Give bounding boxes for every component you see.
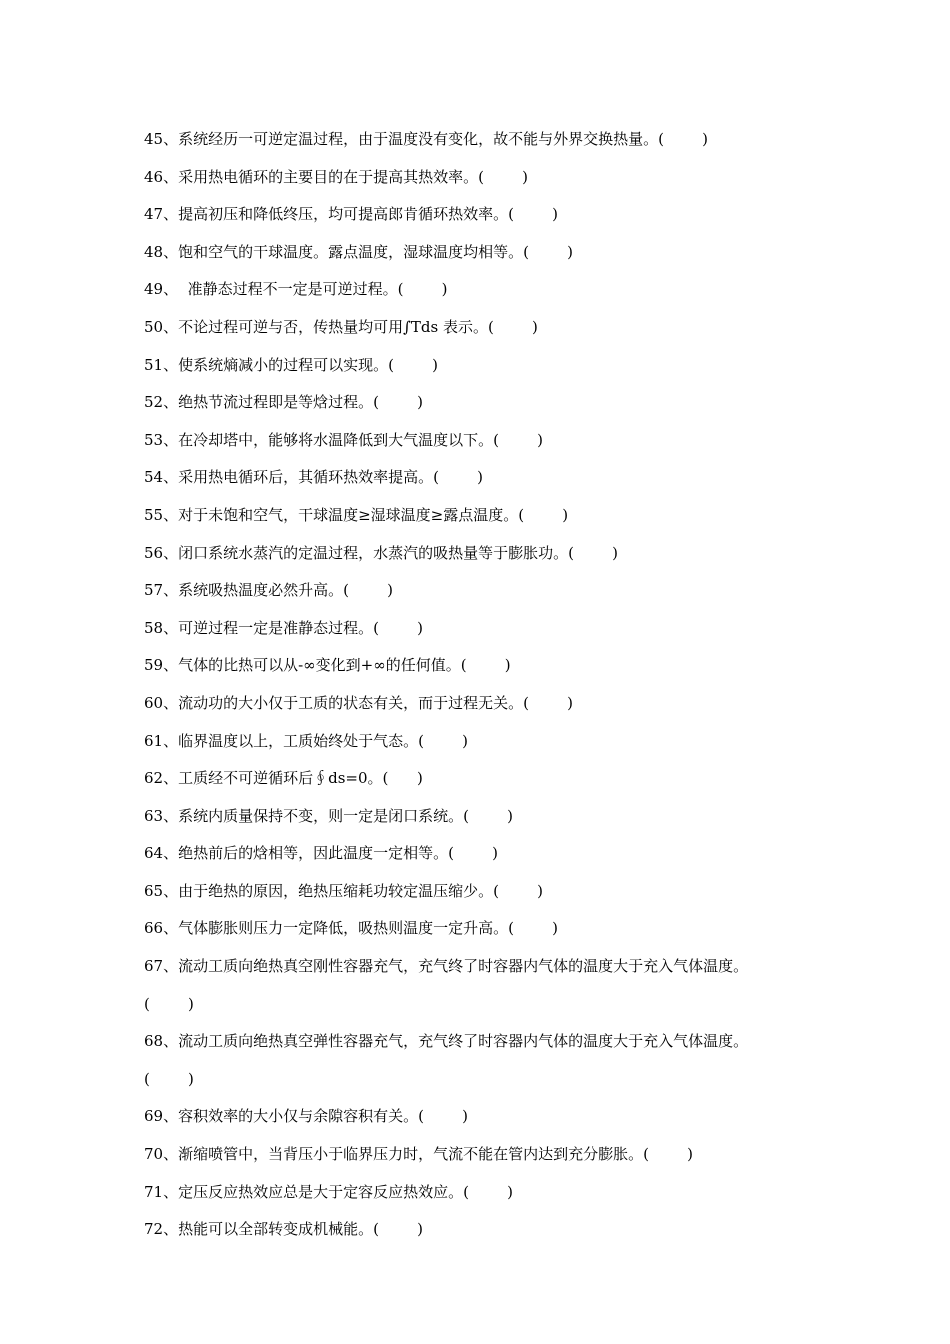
question-line-continuation: ( ) [144, 994, 194, 1013]
question-line: 61、临界温度以上，工质始终处于气态。( ) [144, 731, 468, 750]
question-line: 62、工质经不可逆循环后∮ds=0。( ) [144, 769, 423, 788]
question-line: 47、提高初压和降低终压，均可提高郎肯循环热效率。( ) [144, 205, 558, 224]
question-line: 50、不论过程可逆与否，传热量均可用∫Tds 表示。( ) [144, 317, 538, 336]
question-line: 54、采用热电循环后，其循环热效率提高。( ) [144, 468, 483, 487]
question-line: 71、定压反应热效应总是大于定容反应热效应。( ) [144, 1182, 513, 1201]
question-line: 48、饱和空气的干球温度。露点温度，湿球温度均相等。( ) [144, 242, 573, 261]
question-line: 59、气体的比热可以从-∞变化到+∞的任何值。( ) [144, 656, 511, 675]
question-line: 49、 准静态过程不一定是可逆过程。( ) [144, 280, 448, 299]
question-line: 51、使系统熵减小的过程可以实现。( ) [144, 355, 438, 374]
question-line: 63、系统内质量保持不变，则一定是闭口系统。( ) [144, 806, 513, 825]
question-line: 65、由于绝热的原因，绝热压缩耗功较定温压缩少。( ) [144, 881, 543, 900]
question-line: 68、流动工质向绝热真空弹性容器充气，充气终了时容器内气体的温度大于充入气体温度。 [144, 1032, 749, 1051]
question-line: 70、渐缩喷管中，当背压小于临界压力时，气流不能在管内达到充分膨胀。( ) [144, 1145, 693, 1164]
question-line: 64、绝热前后的焓相等，因此温度一定相等。( ) [144, 844, 498, 863]
question-line-continuation: ( ) [144, 1069, 194, 1088]
question-line: 72、热能可以全部转变成机械能。( ) [144, 1220, 423, 1239]
question-line: 67、流动工质向绝热真空刚性容器充气，充气终了时容器内气体的温度大于充入气体温度。 [144, 957, 749, 976]
question-line: 60、流动功的大小仅于工质的状态有关，而于过程无关。( ) [144, 693, 573, 712]
question-line: 56、闭口系统水蒸汽的定温过程，水蒸汽的吸热量等于膨胀功。( ) [144, 543, 618, 562]
question-line: 53、在冷却塔中，能够将水温降低到大气温度以下。( ) [144, 430, 543, 449]
question-line: 66、气体膨胀则压力一定降低，吸热则温度一定升高。( ) [144, 919, 558, 938]
question-line: 55、对于未饱和空气，干球温度≥湿球温度≥露点温度。( ) [144, 505, 569, 524]
question-line: 58、可逆过程一定是准静态过程。( ) [144, 618, 423, 637]
question-line: 46、采用热电循环的主要目的在于提高其热效率。( ) [144, 167, 528, 186]
question-line: 45、系统经历一可逆定温过程，由于温度没有变化，故不能与外界交换热量。( ) [144, 130, 708, 148]
question-line: 69、容积效率的大小仅与余隙容积有关。( ) [144, 1107, 468, 1126]
question-line: 52、绝热节流过程即是等焓过程。( ) [144, 393, 423, 412]
question-line: 57、系统吸热温度必然升高。( ) [144, 581, 393, 600]
question-list [144, 121, 824, 1249]
